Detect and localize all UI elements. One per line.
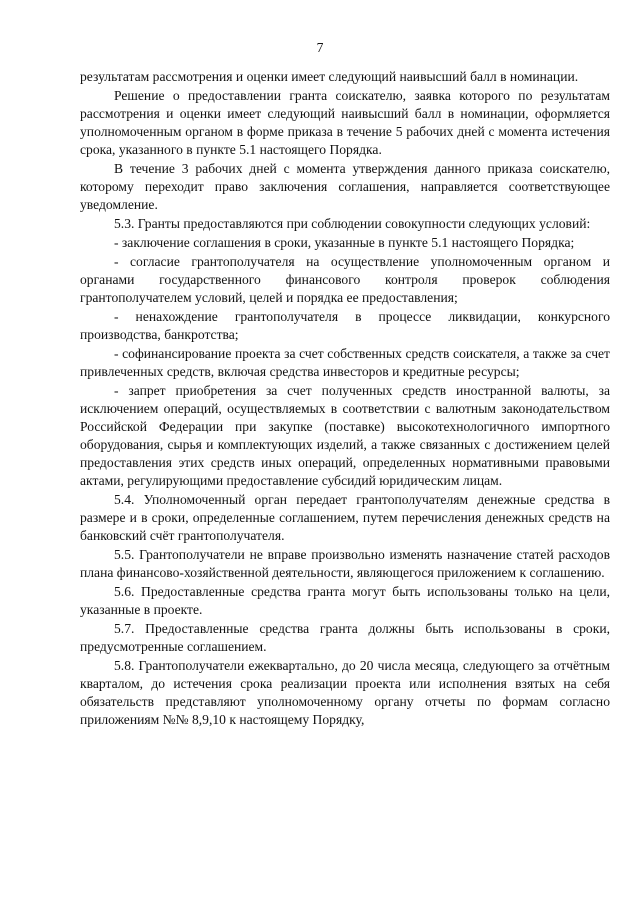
condition-cofinancing: - софинансирование проекта за счет собственных средств соискателя, а также за счет привлеченных средств, включая средства инвесторов и кредитные ресурсы; xyxy=(80,346,610,379)
clause-5-4: 5.4. Уполномоченный орган передает грантополучателям денежные средства в размере и в сроки, определенные соглашением, путем перечисления денежных средств на банковский счёт грантополучателя. xyxy=(80,492,610,543)
clause-5-5: 5.5. Грантополучатели не вправе произвольно изменять назначение статей расходов плана финансово-хозяйственной деятельности, являющегося приложением к соглашению. xyxy=(80,547,610,580)
paragraph-decision: Решение о предоставлении гранта соискателю, заявка которого по результатам рассмотрения и оценки имеет следующий наивысший балл в номинации, оформляется уполномоченным органом в форме приказа в течение 5 рабочих дней с момента истечения срока, указанного в пункте 5.1 настоящего Порядка. xyxy=(80,88,610,157)
page-number: 7 xyxy=(316,40,324,55)
condition-no-liquidation: - ненахождение грантополучателя в процессе ликвидации, конкурсного производства, банкротства; xyxy=(80,309,610,342)
paragraph-notification: В течение 3 рабочих дней с момента утверждения данного приказа соискателю, которому переходит право заключения соглашения, направляется соответствующее уведомление. xyxy=(80,161,610,212)
condition-agreement: - заключение соглашения в сроки, указанные в пункте 5.1 настоящего Порядка; xyxy=(114,235,575,250)
clause-5-3: 5.3. Гранты предоставляются при соблюдении совокупности следующих условий: xyxy=(114,216,591,231)
clause-5-7: 5.7. Предоставленные средства гранта должны быть использованы в сроки, предусмотренные соглашением. xyxy=(80,621,610,654)
paragraph-continuation: результатам рассмотрения и оценки имеет следующий наивысший балл в номинации. xyxy=(80,69,579,84)
condition-consent: - согласие грантополучателя на осуществление уполномоченным органом и органами государственного финансового контроля проверок соблюдения грантополучателем условий, целей и порядка ее предоставления; xyxy=(80,254,610,305)
condition-currency-ban: - запрет приобретения за счет полученных средств иностранной валюты, за исключением операций, осуществляемых в соответствии с валютным законодательством Российской Федерации при закупке (поставке) высокотехнологичного импортного оборудования, сырья и комплектующих изделий, а также связанных с достижением целей предоставления этих средств иных операций, определенных нормативными правовыми актами, регулирующими предоставление субсидий юридическим лицам. xyxy=(80,383,610,488)
document-body xyxy=(80,68,610,729)
clause-5-8: 5.8. Грантополучатели ежеквартально, до 20 числа месяца, следующего за отчётным кварталом, до истечения срока реализации проекта или исполнения взятых на себя обязательств представляют уполномоченному органу отчеты по формам согласно приложениям №№ 8,9,10 к настоящему Порядку, xyxy=(80,658,610,727)
clause-5-6: 5.6. Предоставленные средства гранта могут быть использованы только на цели, указанные в проекте. xyxy=(80,584,610,617)
